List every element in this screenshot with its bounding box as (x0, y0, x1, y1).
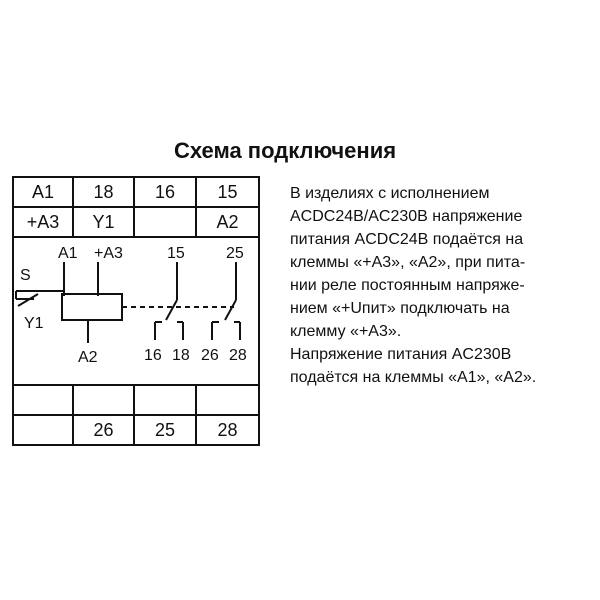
terminal-cell: Y1 (72, 206, 135, 238)
terminal-cell (133, 384, 197, 416)
desc-line: ACDC24B/AC230B напряжение (290, 208, 523, 225)
relay-schematic (12, 236, 260, 386)
description (290, 182, 595, 389)
terminal-cell: 25 (133, 414, 197, 446)
label-18: 18 (172, 347, 190, 364)
label-a3: +A3 (94, 245, 123, 262)
desc-line: В изделиях с исполнением (290, 185, 490, 202)
terminal-cell (72, 384, 135, 416)
label-25: 25 (226, 245, 244, 262)
desc-line: клеммы «+A3», «A2», при пита- (290, 254, 526, 271)
label-y1: Y1 (24, 315, 44, 332)
terminal-cell: A2 (195, 206, 260, 238)
desc-line: нием «+Uпит» подключать на (290, 300, 510, 317)
desc-line: нии реле постоянным напряже- (290, 277, 525, 294)
desc-line: подаётся на клеммы «A1», «A2». (290, 369, 537, 386)
label-28: 28 (229, 347, 247, 364)
terminal-cell: 18 (72, 176, 135, 208)
desc-line: клемму «+A3». (290, 323, 402, 340)
terminal-cell (195, 384, 260, 416)
diagram-title: Схема подключения (173, 138, 397, 163)
terminal-cell: 15 (195, 176, 260, 208)
terminal-cell: 26 (72, 414, 135, 446)
terminal-cell: 28 (195, 414, 260, 446)
label-16: 16 (144, 347, 162, 364)
label-a1: A1 (58, 245, 78, 262)
terminal-cell (12, 384, 74, 416)
terminal-cell: A1 (12, 176, 74, 208)
label-a2: A2 (78, 349, 98, 366)
terminal-cell: 16 (133, 176, 197, 208)
desc-line: Напряжение питания AC230B (290, 346, 512, 363)
desc-line: питания ACDC24B подаётся на (290, 231, 524, 248)
terminal-cell (133, 206, 197, 238)
label-26: 26 (201, 347, 219, 364)
label-15: 15 (167, 245, 185, 262)
terminal-cell: +A3 (12, 206, 74, 238)
terminal-cell (12, 414, 74, 446)
label-s: S (20, 267, 31, 284)
